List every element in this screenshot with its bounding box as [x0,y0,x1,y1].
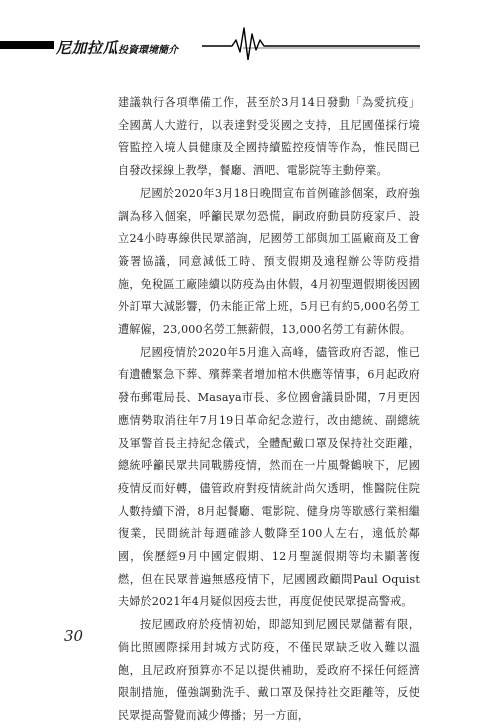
paragraph-2: 尼國於2020年3月18日晚間宣布首例確診個案，政府強調為移入個案，呼籲民眾勿恐慌，嗣政府動員防疫家戶、設立24小時專線供民眾諮詢，尼國勞工部與加工區廠商及工會簽署協議，同意減低工時、預支假期及遠程辦公等防疫措施，免稅區工廠陸續以防疫為由休假，4月初聖週假期後因國外訂單大減影響，仍未能正常上班，5月已有約5,000名勞工遭解僱，23,000名勞工無薪假，13,000名勞工有薪休假。 [118,186,420,337]
header-title [56,40,178,56]
paragraph-3: 尼國疫情於2020年5月進入高峰，儘管政府否認，惟已有遺體緊急下葬、殯葬業者增加棺木供應等情事，6月起政府發布郵電局長、Masaya市長、多位國會議員卧聞，7月更因應情勢取消往年7月19日革命紀念遊行，改由總統、副總統及軍警首長主持紀念儀式，全體配戴口罩及保持社交距離，總統呼籲民眾共同戰勝疫情，然而在一片風聲鶴唳下，尼國疫情反而好轉，儘管政府對疫情統計尚欠透明，惟醫院住院人數持續下滑，8月起餐廳、電影院、健身房等歇感行業相繼復業，民間統計每週確診人數降至100人左右，遠低於鄰國，俟歷經9月中國定假期、12月聖誕假期等均未顯著復燃，但在民眾普遍無感疫情下，尼國國政顧問Paul Oquist夫婦於2021年4月疑似因疫去世，再度促使民眾提高警戒。 [118,345,420,609]
paragraph-4: 按尼國政府於疫情初始，即認知到尼國民眾儲蓄有限，倘比照國際採用封城方式防疫，不僅民眾缺乏收入難以溫飽，且尼政府預算亦不足以提供補助，爰政府不採任何經濟限制措施，僅強調勤洗手、戴口罩及保持社交距離等，反使民眾提高警覺而減少傳播；另一方面， [118,618,420,722]
page-number: 30 [64,627,84,645]
running-header [0,0,480,60]
header-title-main: 尼加拉瓜 [56,39,119,57]
body-text [118,92,420,728]
header-title-sub: 投資環境簡介 [118,45,179,56]
paragraph-1: 建議執行各項準備工作，甚至於3月14日發動「為愛抗疫」全國萬人大遊行，以表達對受災國之支持，且尼國僅採行境管監控入境人員健康及全國持續監控疫情等作為，惟民間已自發改採線上教學，餐廳、酒吧、電影院等主動停業。 [118,96,420,178]
